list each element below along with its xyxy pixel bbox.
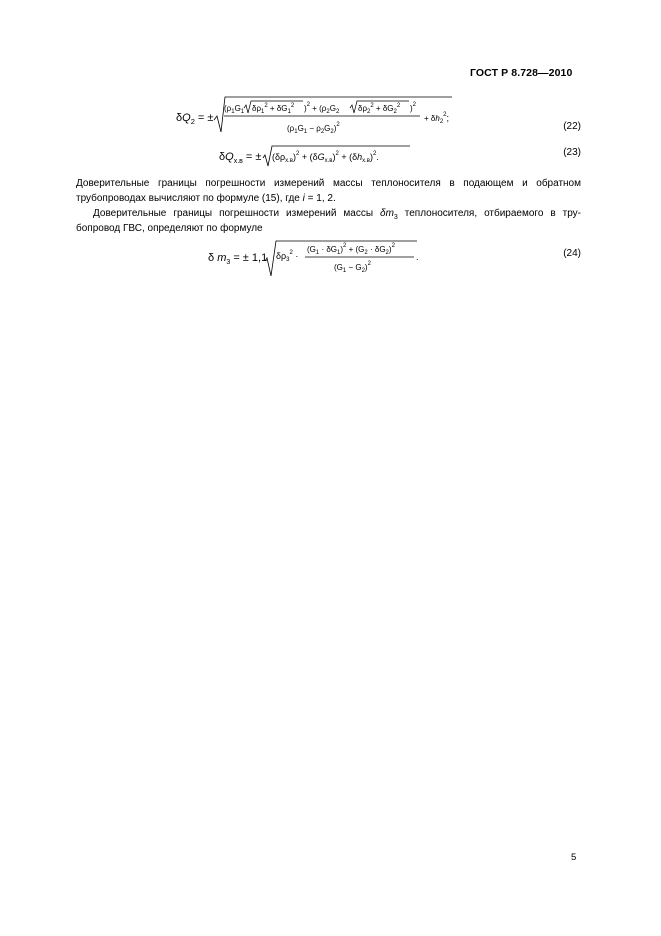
paragraph-2-line-1-pre: Доверительные границы погрешности измерений массы [93,208,381,219]
equation-number-24: (24) [563,248,581,259]
paragraph-2-line-2: бопровод ГВС, определяют по формуле [76,223,263,234]
svg-text:δρ22 + δG22: $\delta\rho_2^2 + \delta G_2^2$ [358,103,401,115]
page-number: 5 [571,852,577,863]
paragraph-1-line-2-post: = 1, 2. [304,193,336,204]
standard-header: ГОСТ Р 8.728—2010 [470,67,573,79]
svg-text:(ρ1G1: ($\rho_1G_1$ [224,104,245,115]
variable-dm: δm [380,208,394,219]
svg-text:δρ32 ·: $\delta\rho_3^2$ · [276,250,299,263]
variable-dm-subscript: 3 [393,214,398,221]
svg-text:(G1 · δG1)2 + (G2 · δG2)2: $(G_1 \cdot \delta G_1)^2 + (G_2 \cdot \delta G_2)^2$ [307,243,395,256]
svg-text:δQх.в = ±: $\delta Q_{х.в}$ = ± [219,151,262,165]
svg-text:)2 + (ρ2G2: )$^2 + (\rho_2G_2$ [304,102,340,115]
svg-text:(G1 − G2)2: $(G_1 - G_2)^2$ [334,261,371,274]
paragraph-2-line-1-post: теплоносителя, отбираемого в тру- [397,208,582,219]
variable-i: i [302,193,305,204]
svg-text:)2: )$^2$ [410,102,417,113]
svg-text:δρ12 + δG12: $\delta\rho_1^2 + \delta G_1^2$ [252,103,295,115]
paragraph-1-cont [76,191,581,206]
equation-number-22: (22) [563,121,581,132]
paragraph-1-line-1: Доверительные границы погрешности измерений массы теплоносителя в подающем и обратном [76,178,581,189]
svg-text:+ δh22;: + $\delta h_2^2$; [424,112,450,125]
svg-text:δ m3 = ± 1,1: δ $m_3$ = ± 1,1 [208,252,268,266]
svg-text:(ρ1G1 − ρ2G2)2: $(\rho_1G_1 - \rho_2G_2)^2$ [287,122,340,135]
svg-text:(δρх.в)2 + (δGх.в)2 + (δhх.в)2: $(\delta\rho_{х.в})^2 + (\delta G_{х.в})^2 + (\delta h_{х.в})^2$. [272,151,379,164]
svg-text:δQ2 = ±: $\delta Q_2$ = ± [176,112,214,126]
paragraph-1 [76,176,581,191]
formula-24 [0,230,661,290]
svg-text:.: . [416,252,419,262]
paragraph-1-line-2-pre: трубопроводах вычисляют по формуле (15), где [76,193,303,204]
equation-number-23: (23) [563,147,581,158]
